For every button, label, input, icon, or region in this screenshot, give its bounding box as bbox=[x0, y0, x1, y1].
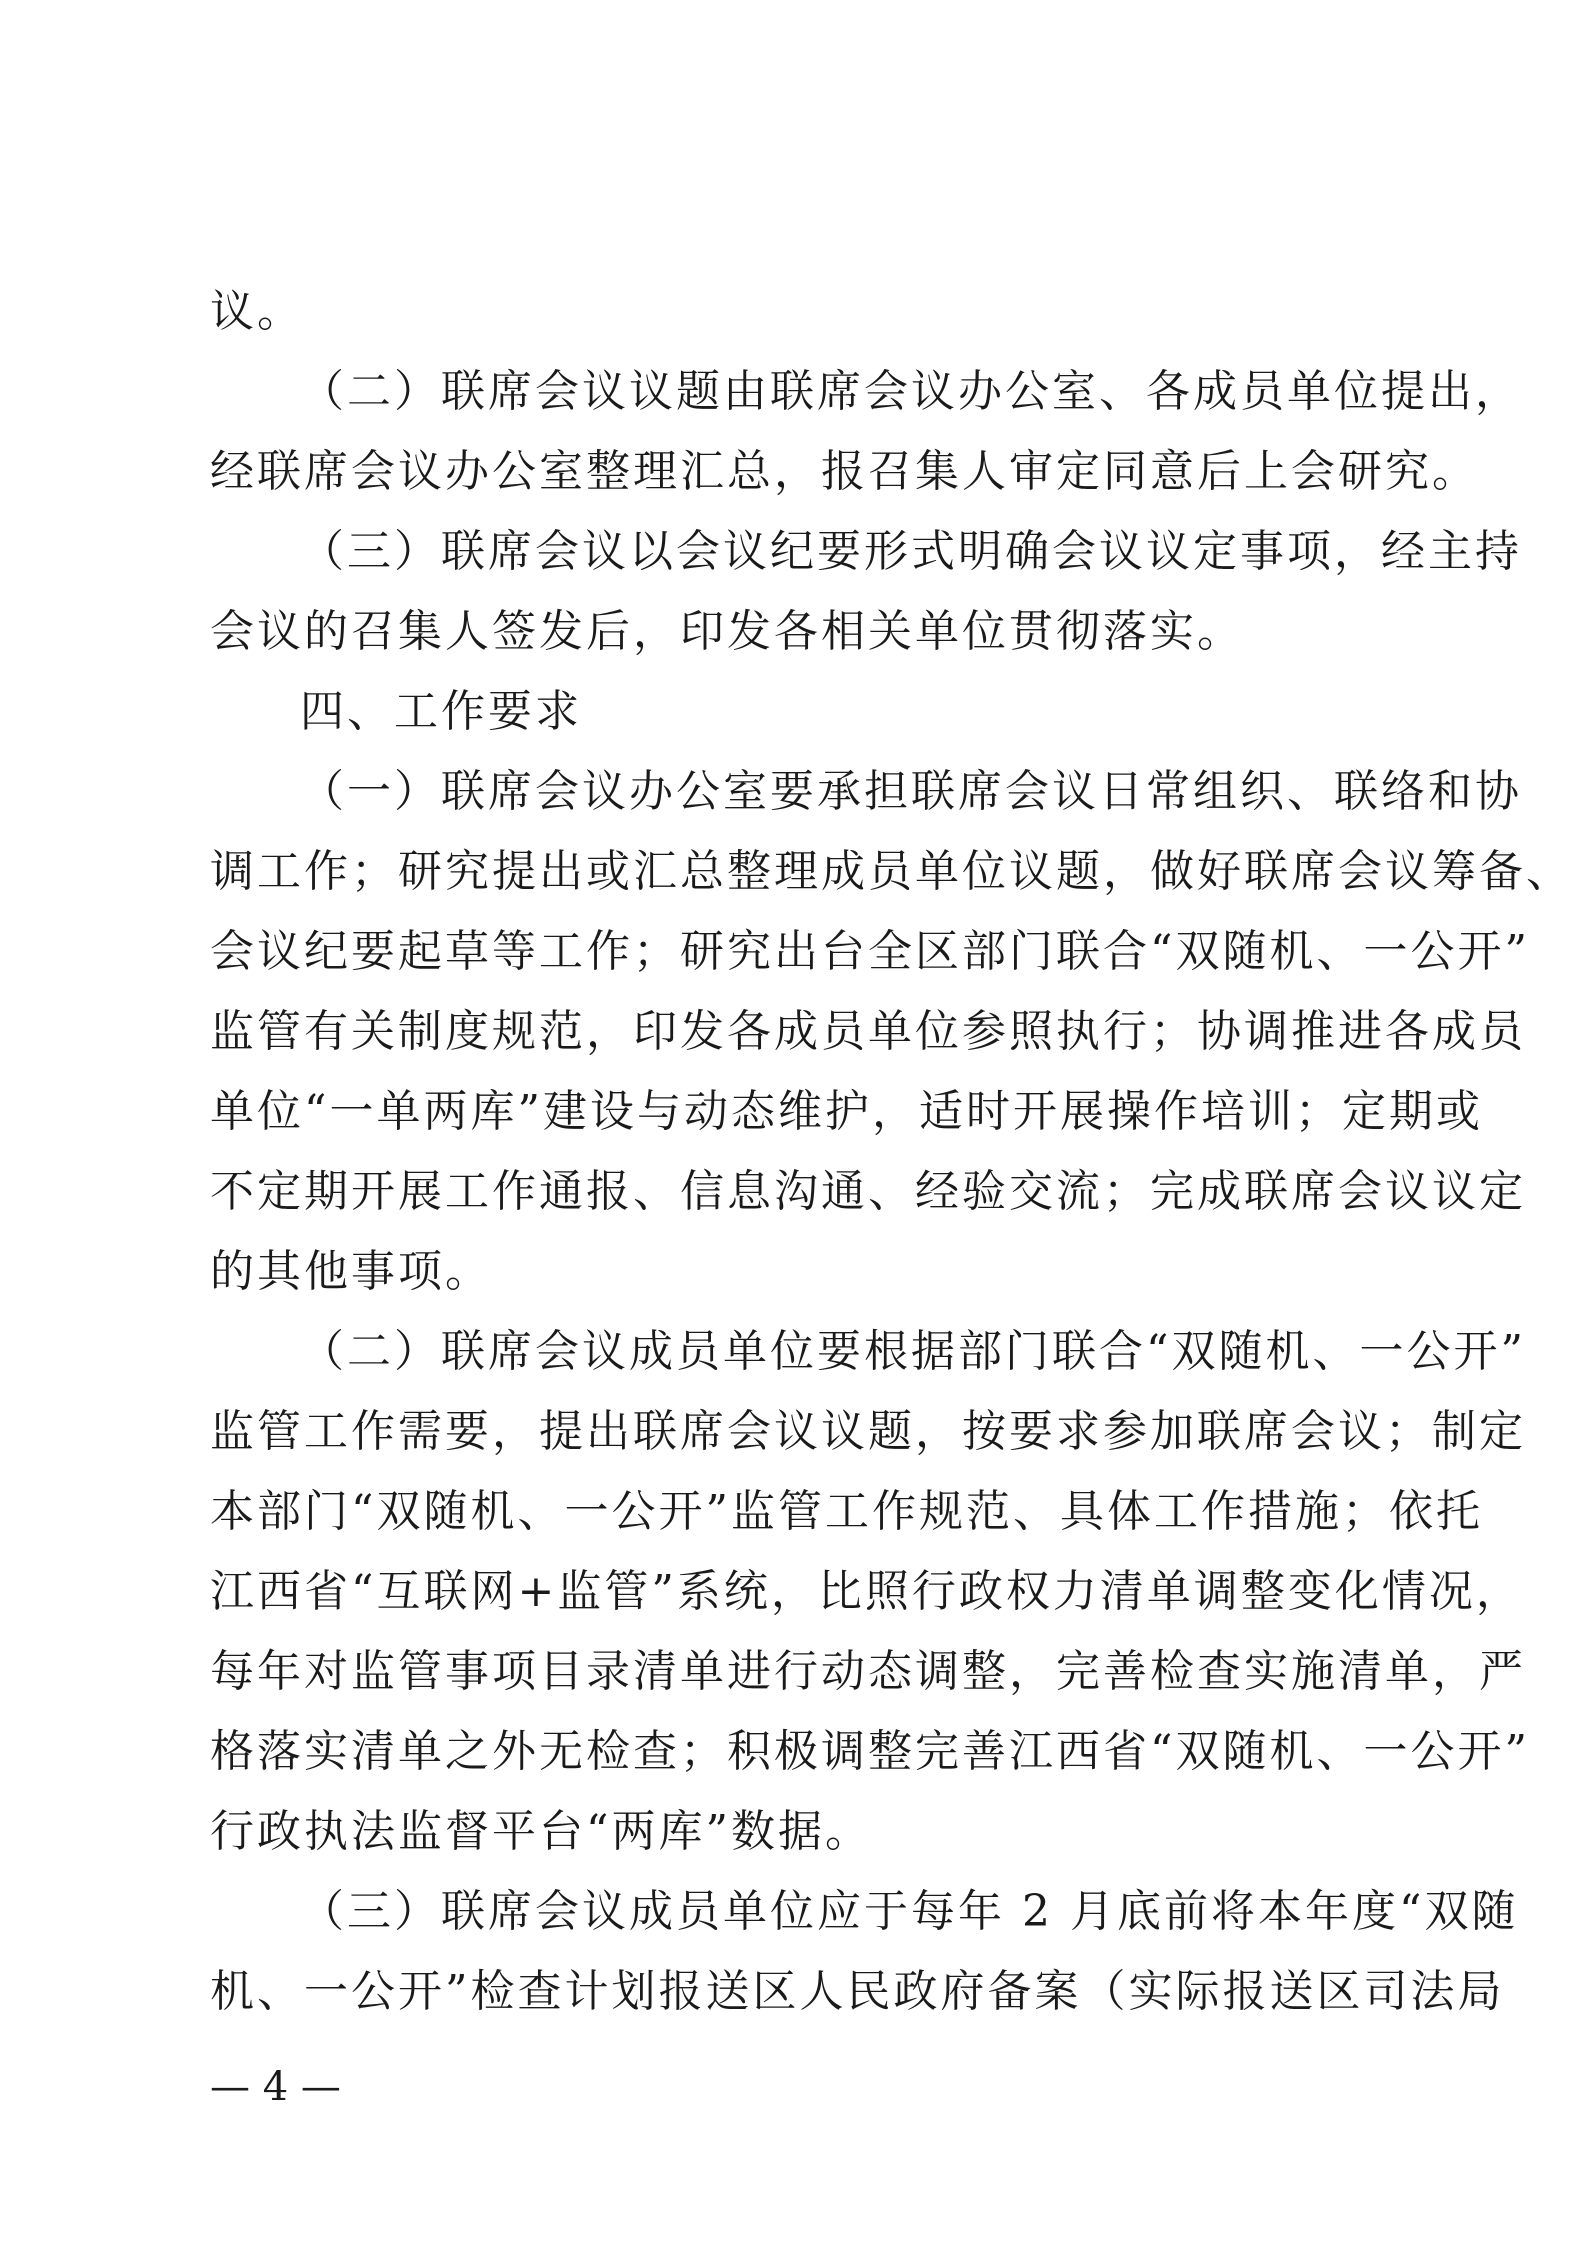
text-line: 机、一公开”检查计划报送区人民政府备案（实际报送区司法局 bbox=[210, 1966, 1505, 2017]
text-line: （三）联席会议以会议纪要形式明确会议议定事项，经主持 bbox=[300, 526, 1522, 577]
text-line: 本部门“双随机、一公开”监管工作规范、具体工作措施；依托 bbox=[210, 1486, 1483, 1537]
text-line: 调工作；研究提出或汇总整理成员单位议题，做好联席会议筹备、 bbox=[210, 846, 1573, 897]
text-line: 不定期开展工作通报、信息沟通、经验交流；完成联席会议议定 bbox=[210, 1166, 1526, 1217]
text-line: 监管工作需要，提出联席会议议题，按要求参加联席会议；制定 bbox=[210, 1406, 1526, 1457]
text-line: 会议的召集人签发后，印发各相关单位贯彻落实。 bbox=[210, 606, 1244, 657]
text-line: 行政执法监督平台“两库”数据。 bbox=[210, 1806, 872, 1857]
text-line: （一）联席会议办公室要承担联席会议日常组织、联络和协 bbox=[300, 766, 1522, 817]
text-line: （三）联席会议成员单位应于每年 2 月底前将本年度“双随 bbox=[300, 1886, 1519, 1937]
text-line: 监管有关制度规范，印发各成员单位参照执行；协调推进各成员 bbox=[210, 1006, 1526, 1057]
text-line: 每年对监管事项目录清单进行动态调整，完善检查实施清单，严 bbox=[210, 1646, 1526, 1697]
text-line: 议。 bbox=[210, 286, 304, 337]
text-line: 经联席会议办公室整理汇总，报召集人审定同意后上会研究。 bbox=[210, 446, 1479, 497]
section-heading: 四、工作要求 bbox=[300, 686, 582, 737]
text-line: 格落实清单之外无检查；积极调整完善江西省“双随机、一公开” bbox=[210, 1726, 1530, 1777]
text-line: （二）联席会议议题由联席会议办公室、各成员单位提出， bbox=[300, 366, 1522, 417]
text-line: 会议纪要起草等工作；研究出台全区部门联合“双随机、一公开” bbox=[210, 926, 1530, 977]
text-line: 江西省“互联网+监管”系统，比照行政权力清单调整变化情况， bbox=[210, 1566, 1523, 1617]
text-line: 单位“一单两库”建设与动态维护，适时开展操作培训；定期或 bbox=[210, 1086, 1483, 1137]
text-line: 的其他事项。 bbox=[210, 1246, 492, 1297]
text-line: （二）联席会议成员单位要根据部门联合“双随机、一公开” bbox=[300, 1326, 1526, 1377]
page-number: — 4 — bbox=[210, 2064, 341, 2110]
